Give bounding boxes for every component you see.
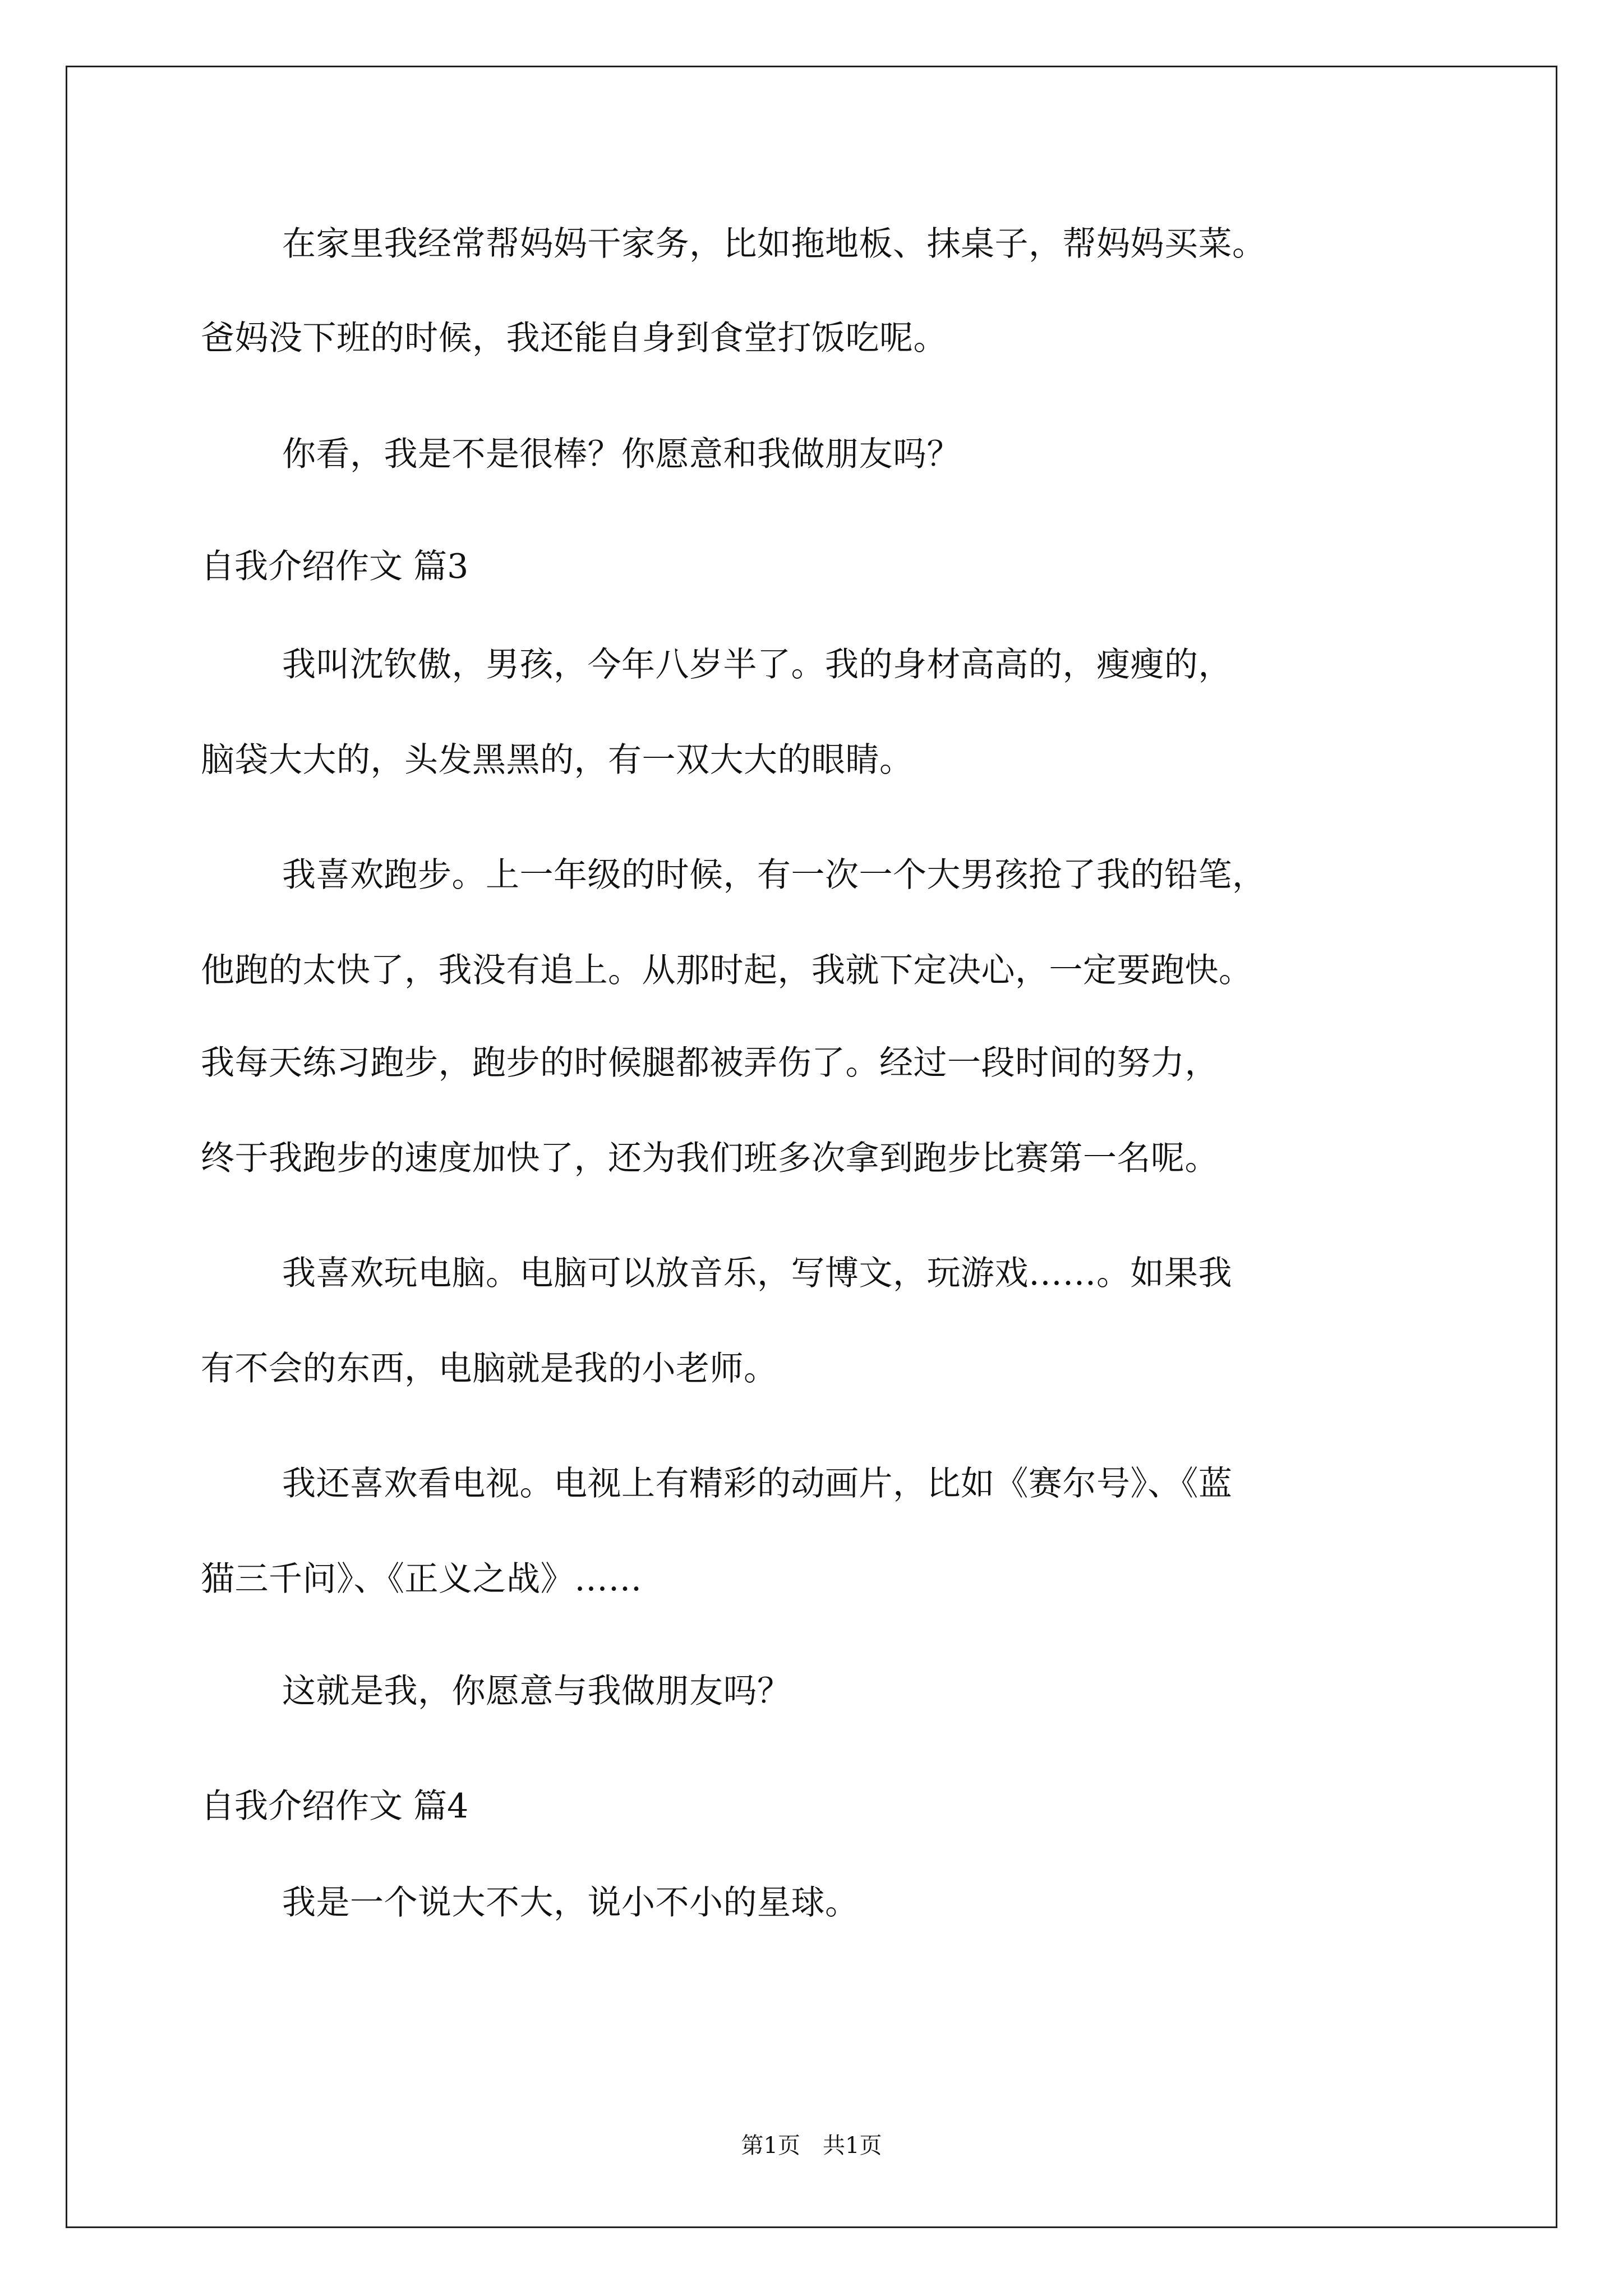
paragraph-line: 我每天练习跑步，跑步的时候腿都被弄伤了。经过一段时间的努力， (201, 1043, 1219, 1083)
page-footer: 第1页 共1页 (741, 2133, 882, 2159)
paragraph-line: 爸妈没下班的时候，我还能自身到食堂打饭吃呢。 (201, 319, 947, 358)
paragraph-line: 终于我跑步的速度加快了，还为我们班多次拿到跑步比赛第一名呢。 (201, 1139, 1219, 1178)
paragraph-line: 猫三千问》、《正义之战》…… (201, 1559, 642, 1599)
paragraph-line: 我喜欢玩电脑。电脑可以放音乐，写博文，玩游戏……。如果我 (282, 1254, 1232, 1293)
section-heading: 自我介绍作文 篇3 (201, 547, 469, 586)
paragraph-line: 这就是我，你愿意与我做朋友吗？ (282, 1672, 791, 1711)
paragraph-line: 我叫沈钦傲，男孩，今年八岁半了。我的身材高高的，瘦瘦的， (282, 645, 1232, 684)
paragraph-line: 他跑的太快了，我没有追上。从那时起，我就下定决心，一定要跑快。 (201, 951, 1253, 990)
section-heading: 自我介绍作文 篇4 (201, 1787, 469, 1826)
paragraph-line: 在家里我经常帮妈妈干家务，比如拖地板、抹桌子，帮妈妈买菜。 (282, 224, 1266, 264)
paragraph-line: 你看，我是不是很棒？你愿意和我做朋友吗？ (282, 435, 961, 474)
paragraph-line: 有不会的东西，电脑就是我的小老师。 (201, 1349, 778, 1388)
paragraph-line: 脑袋大大的，头发黑黑的，有一双大大的眼睛。 (201, 740, 914, 780)
paragraph-line: 我喜欢跑步。上一年级的时候，有一次一个大男孩抢了我的铅笔， (282, 855, 1266, 895)
paragraph-line: 我还喜欢看电视。电视上有精彩的动画片，比如《赛尔号》、《蓝 (282, 1464, 1233, 1503)
paragraph-line: 我是一个说大不大，说小不小的星球。 (282, 1883, 859, 1922)
